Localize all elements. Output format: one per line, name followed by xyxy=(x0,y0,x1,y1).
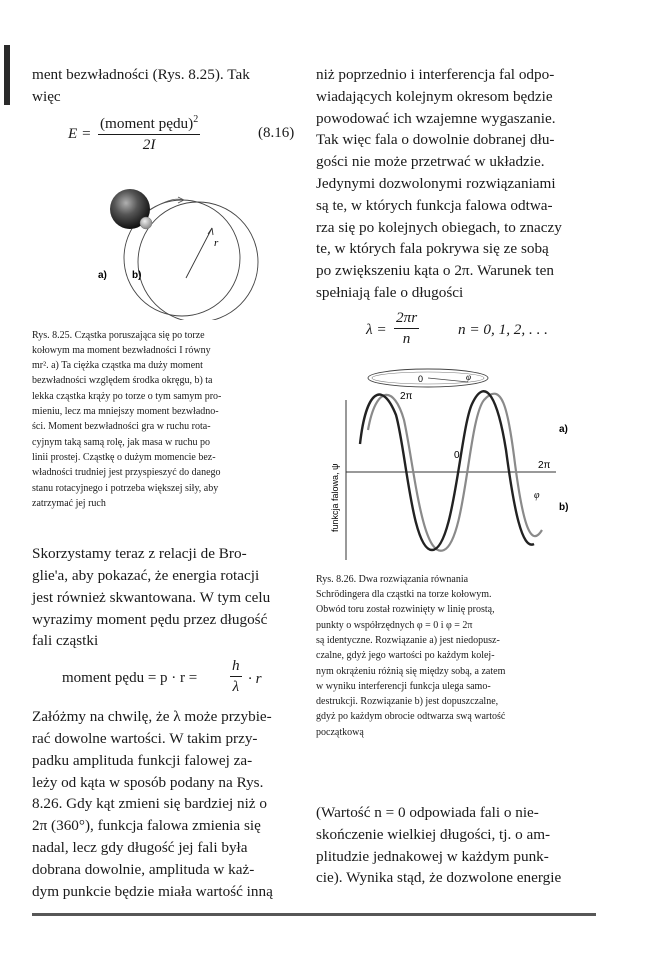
fraction-numerator: (moment pędu) xyxy=(100,114,194,132)
text-line: glie'a, aby pokazać, że energia rotacji xyxy=(32,566,260,584)
text-line: gości nie może przetrwać w układzie. xyxy=(316,153,545,171)
fraction-denominator: n xyxy=(402,329,411,347)
caption-line: linii prostej. Cząstkę o dużym momencie bez- xyxy=(32,451,216,463)
equation-fraction xyxy=(394,308,419,349)
text-line: plitudzie jednakowej w każdym punk- xyxy=(316,847,549,865)
text-line: rza się po kolejnych obiegach, to znaczy xyxy=(316,218,562,236)
paragraph-3 xyxy=(32,706,302,902)
text-line: te, w których fala pokrywa się ze sobą xyxy=(316,240,549,258)
equation-fraction xyxy=(98,110,200,155)
light-particle xyxy=(140,217,152,229)
caption-line: ści. Moment bezwładności gra w ruchu rota- xyxy=(32,421,211,433)
right-phi-label: φ xyxy=(534,489,540,501)
equation-condition: n = 0, 1, 2, . . . xyxy=(458,320,548,338)
text-line: powodować ich wzajemne wygaszanie. xyxy=(316,109,556,127)
text-line: jest również skwantowana. W tym celu xyxy=(32,588,271,606)
fraction-denominator: 2I xyxy=(142,135,156,153)
text-line: dobrana dowolnie, amplituda w każ- xyxy=(32,860,255,878)
text-line: dym punkcie będzie miała wartość inną xyxy=(32,882,273,900)
caption-line: Rys. 8.26. Dwa rozwiązania równania xyxy=(316,573,469,585)
label-b: b) xyxy=(559,501,569,513)
text-line: rać dowolne wartości. W takim przy- xyxy=(32,729,258,747)
caption-line: punkty o współrzędnych φ = 0 i φ = 2π xyxy=(316,619,473,631)
caption-line: destrukcji. Rozwiązanie b) jest dopuszczalne, xyxy=(316,696,499,708)
figure-8-25 xyxy=(32,162,302,320)
caption-line: stanu rotacyjnego i potrzeba większej siły, aby xyxy=(32,482,219,494)
fraction-numerator: 2πr xyxy=(394,308,419,329)
text-line: Tak więc fala o dowolnie dobranej dłu- xyxy=(316,131,555,149)
text-line: fali cząstki xyxy=(32,632,99,650)
caption-line: początkową xyxy=(316,726,364,738)
text-line: niż poprzednio i interferencja fal odpo- xyxy=(316,66,555,83)
radius-line xyxy=(186,228,212,278)
caption-line: mr². a) Ta ciężka cząstka ma duży moment xyxy=(32,360,203,372)
caption-line: są identyczne. Rozwiązanie a) jest niedopusz- xyxy=(316,634,500,646)
caption-line: bezwładności względem środka okręgu, b) ta xyxy=(32,375,213,387)
equation-moment xyxy=(32,656,302,704)
paragraph-1-line: ment bezwładności (Rys. 8.25). Tak xyxy=(32,66,250,83)
text-line: Jedynymi dozwolonymi rozwiązaniami xyxy=(316,174,556,192)
right-2pi-label: 2π xyxy=(538,459,551,471)
torus-phi-label: φ xyxy=(466,371,471,382)
text-line: cie). Wynika stąd, że dozwolone energie xyxy=(316,869,562,887)
text-line: wyrazimy moment pędu przez długość xyxy=(32,610,268,628)
text-line: spełniają fale o długości xyxy=(316,283,464,301)
caption-8-26 xyxy=(316,572,592,740)
left-column xyxy=(32,64,302,902)
label-b: b) xyxy=(132,269,142,281)
text-line: (Wartość n = 0 odpowiada fali o nie- xyxy=(316,804,539,822)
paragraph-right-1 xyxy=(316,64,592,304)
caption-line: w wyniku interferencji funkcja ulega samo- xyxy=(316,680,491,692)
text-line: padku amplituda funkcji falowej za- xyxy=(32,751,253,769)
mid-zero-label: 0 xyxy=(454,449,460,461)
caption-line: czalne, gdyż jego wartości po każdym kolej- xyxy=(316,650,495,662)
page-edge-bar xyxy=(4,45,10,105)
radius-label: r xyxy=(214,236,219,249)
text-line: wiadających kolejnym okresom będzie xyxy=(316,87,553,105)
torus-2pi-label: 2π xyxy=(400,390,413,402)
caption-line: zatrzymać jej ruch xyxy=(32,497,106,509)
caption-line: Obwód toru został rozwinięty w linię prostą, xyxy=(316,604,495,616)
torus-zero-label: 0 xyxy=(418,373,424,384)
text-line: skończenie wielkiej długości, tj. o am- xyxy=(316,825,551,843)
right-column xyxy=(316,64,592,889)
paragraph-right-2 xyxy=(316,802,592,889)
fraction-numerator-exponent: 2 xyxy=(193,113,199,125)
text-line: Załóżmy na chwilę, że λ może przybie- xyxy=(32,708,272,726)
bottom-rule xyxy=(32,913,596,916)
equation-fraction xyxy=(230,656,242,697)
text-line: 8.26. Gdy kąt zmieni się bardziej niż o xyxy=(32,795,267,813)
caption-line: kołowym ma moment bezwładności I równy xyxy=(32,344,211,356)
y-axis-label: funkcja falowa, ψ xyxy=(330,463,340,532)
caption-line: mieniu, lecz ma mniejszy moment bezwładno- xyxy=(32,406,219,418)
equation-number: (8.16) xyxy=(258,124,295,141)
text-line: 2π (360°), funkcja falowa zmienia się xyxy=(32,817,261,835)
text-line: nadal, lecz gdy długość jej fali była xyxy=(32,838,248,856)
equation-lhs: moment pędu = p · r = xyxy=(62,670,198,687)
equation-lhs: λ = xyxy=(366,320,387,338)
equation-rhs: · r xyxy=(248,670,262,688)
caption-line: władności trudniej jest przyspieszyć do danego xyxy=(32,467,221,479)
caption-line: cyjnym taką samą rolę, jak masa w ruchu po xyxy=(32,436,210,448)
caption-line: nym okrążeniu różnią się między sobą, a zatem xyxy=(316,665,506,677)
caption-line: Schrödingera dla cząstki na torze kołowym. xyxy=(316,589,492,601)
equation-8-16 xyxy=(32,110,302,160)
text-line: Skorzystamy teraz z relacji de Bro- xyxy=(32,545,247,563)
paragraph-1-line: więc xyxy=(32,87,61,105)
text-line: są te, w których funkcja falowa odtwa- xyxy=(316,196,553,214)
figure-8-26 xyxy=(316,360,592,564)
text-line: po zwiększeniu kąta o 2π. Warunek ten xyxy=(316,262,554,280)
fraction-denominator: λ xyxy=(232,678,240,696)
caption-8-25 xyxy=(32,328,302,512)
label-a: a) xyxy=(559,423,568,435)
fraction-numerator: h xyxy=(230,656,242,677)
caption-line: gdyż po każdym obrocie odtwarza swą wartość xyxy=(316,711,506,723)
equation-lambda xyxy=(316,308,592,354)
text-line: leży od kąta w sposób podany na Rys. xyxy=(32,773,264,791)
caption-line: Rys. 8.25. Cząstka poruszająca się po torze xyxy=(32,329,205,341)
equation-lhs: E = xyxy=(68,124,92,142)
paragraph-2 xyxy=(32,543,302,652)
label-a: a) xyxy=(98,269,107,281)
caption-line: lekka cząstka krąży po torze o tym samym pro- xyxy=(32,390,222,402)
